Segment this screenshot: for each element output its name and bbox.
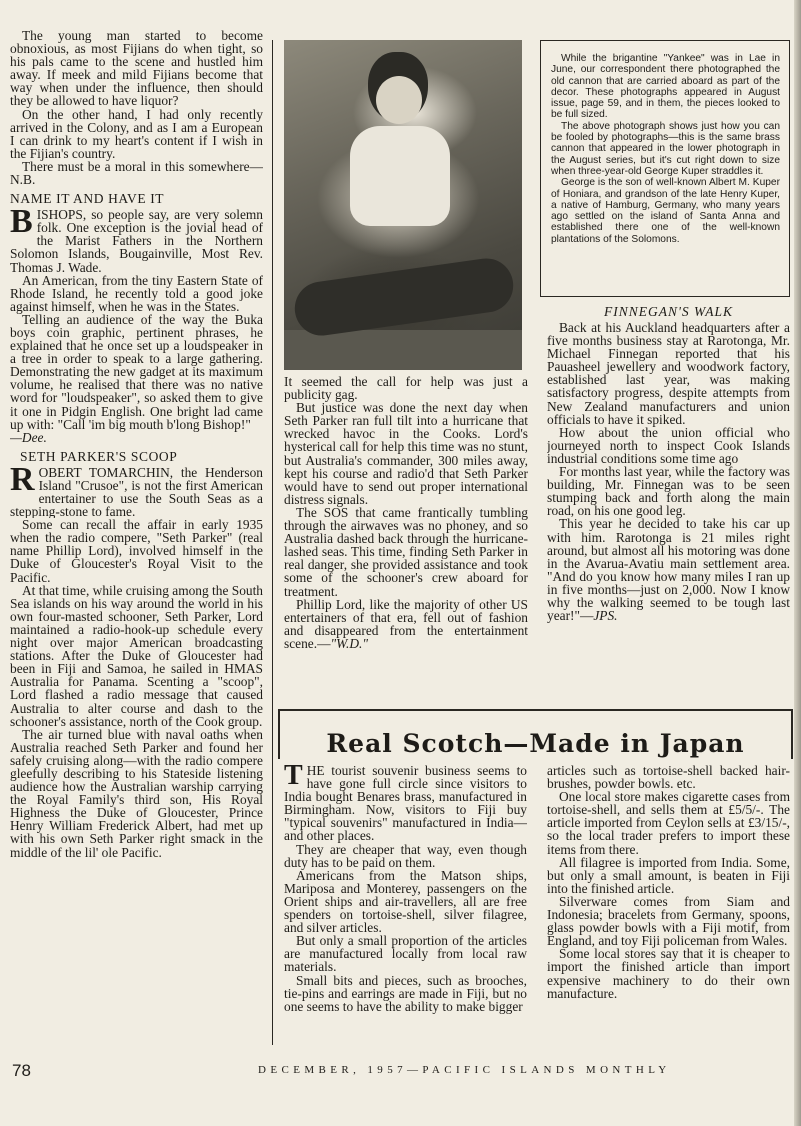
scotch-lead [284,764,527,843]
photo-child-body [350,126,450,226]
drop-cap-t: T [284,764,303,791]
section-heading-finnegan: FINNEGAN'S WALK [603,304,734,319]
name-it-para-3: Telling an audience of the way the Buka boys coin graphic, pertinent phrases, he explained that he once set up a loudspeaker in a tree in order to speak to a large gathering. Demonstrating the new gadget at its maximum volume, he realised that there was no native word for "loudspeaker", so asked them to give it one in Pidgin English. One bright lad came up with: "Call 'im big mouth b'long Bishop!" [10,311,263,432]
seth-para-2: Some can recall the affair in early 1935 when the radio compere, "Seth Parker" (real name Phillip Lord), involved himself in the Duke of Gloucester's Royal Visit to the Pacific. [10,517,263,585]
drop-cap-b: B [10,208,33,241]
page-footer [0,1061,801,1085]
column-left [10,29,263,1057]
finnegan-para-1: Back at his Auckland headquarters after a five months business stay at Rarotonga, Mr. Michael Finnegan reported that his Pauasheel jewellery and woodwork factory, established last year, was making satisfactory progress, despite attempts from New Zealand manufacturers and union officials to have it spiked. [547,320,790,427]
name-it-lead [10,208,263,273]
finnegan-para-4: This year he decided to take his car up with him. Rarotonga is 21 miles right around, but almost all his motoring was done in the Avarua-Avatiu main settlement area. "And do you know how many miles I ran up in five months—just on 2,000. Now I know why the walking seemed to be tough last year!"—JPS. [547,516,790,624]
scotch-right-para-4: Silverware comes from Siam and Indonesia; bracelets from Germany, spoons, glass powder bowls with a Fiji motif, from England, and toy Fiji policeman from Wales. [547,893,790,949]
scotch-rule-left [278,709,280,759]
page-edge [794,0,801,1126]
col2-para-3: The SOS that came frantically tumbling through the airwaves was no phoney, and so Australia dashed back through the hurricane-lashed seas. This time, finding Seth Parker in real danger, she provided assistance and took some of the schooner's crew aboard for treatment. [284,504,528,599]
scotch-right-para-3: All filagree is imported from India. Some, but only a small amount, is beaten in Fiji into the finished article. [547,854,790,896]
column-right [547,303,790,703]
cannon-photo [284,40,522,370]
seth-para-4: The air turned blue with naval oaths when Australia reached Seth Parker and found her safely cruising along—with the radio compere gleefully describing to his Stateside listening audience how the Australian warship carrying the Royal Family's third son, His Royal Highness the Duke of Gloucester, Prince Henry William Frederick Albert, had met up with his own Seth Parker right smack in the middle of the lil' ole Pacific. [10,726,263,860]
intro-para-1: The young man started to become obnoxious, as most Fijians do when tight, so his pals came to the scene and hustled him away. If meek and mild Fijians become that way when under the influence, then should they be allowed to have liquor? [10,29,263,109]
seth-lead [10,466,263,518]
scotch-left-para-4: Small bits and pieces, such as brooches, tie-pins and earrings are made in Fiji, but no one seems to have the ability to make bigger [284,972,527,1014]
masthead: DECEMBER, 1957—PACIFIC ISLANDS MONTHLY [258,1064,671,1076]
scotch-column-right [547,764,790,1054]
finnegan-para-2: How about the union official who journeyed north to inspect Cook Islands industrial conditions some time ago [547,424,790,466]
col2-para-2: But justice was done the next day when Seth Parker ran full tilt into a hurricane that wrecked havoc in the Cooks. Lord's hysterical call for help this time was no stunt, but Australia's commander, 300 miles away, kept his course and radio'd that Seth Parker would have to send out proper international distress signals. [284,400,528,507]
intro-para-3: There must be a moral in this somewhere—N.B. [10,158,263,188]
note-para-1: While the brigantine "Yankee" was in Lae in June, our correspondent there photographed the old cannon that are carried aboard as part of the decor. These photographs appeared in August issue, page 59, and in them, the pieces looked to be full sized. [551,53,780,121]
scotch-right-para-2: One local store makes cigarette cases from tortoise-shell, and sells them at £5/5/-. The article imported from Ceylon sells at £3/15/-, so the local trader prefers to import these items from there. [547,789,790,857]
finnegan-signature: JPS. [593,608,618,624]
scotch-left-para-2: Americans from the Matson ships, Mariposa and Monterey, passengers on the Orient ships and air-travellers, all are free spenders on tortoise-shell, silver filagree, and silver articles. [284,867,527,936]
section-heading-name-it: NAME IT AND HAVE IT [10,191,165,207]
scotch-column-left [284,764,527,1054]
finnegan-para-3: For months last year, while the factory was building, Mr. Finnegan was to be seen stumping back and forth along the main road, on his one good leg. [547,464,790,519]
scotch-right-para-1: articles such as tortoise-shell backed hair-brushes, powder bowls. etc. [547,764,790,792]
scotch-rule-right [791,709,793,759]
name-it-first-para: ISHOPS, so people say, are very solemn folk. One exception is the jovial head of the Marist Fathers in the Northern Solomon Islands, Bougainville, Most Rev. Thomas J. Wade. [10,208,263,274]
page-number: 78 [12,1061,31,1080]
column-middle [284,375,528,703]
photo-child-face [376,76,422,124]
column-divider-left [272,40,273,1045]
name-it-para-2: An American, from the tiny Eastern State of Rhode Island, he recently told a good joke against himself, when he was in the States. [10,272,263,314]
photo-cannon [291,255,516,339]
scotch-first-para: HE tourist souvenir business seems to have gone full circle since visitors to India bought Benares brass, manufactured in Birmingham. Now, visitors to Fiji buy "typical souvenirs" manufactured in India—and other places. [284,764,527,843]
photo-note-box [540,40,790,297]
section-heading-seth-parker: SETH PARKER'S SCOOP [20,448,178,464]
drop-cap-r: R [10,465,35,498]
scotch-article-title: Real Scotch—Made in Japan [326,729,745,758]
note-para-3: George is the son of well-known Albert M. Kuper of Honiara, and grandson of the late Henry Kuper, a native of Hamburg, Germany, who many years ago settled on the island of Santa Anna and established there one of the well-known plantations of the Solomons. [551,177,780,245]
name-it-signature: —Dee. [10,429,47,445]
scotch-left-para-3: But only a small proportion of the articles are manufactured locally from local raw materials. [284,933,527,975]
seth-first-para: OBERT TOMARCHIN, the Henderson Island "Crusoe", is not the first American entertainer to use the South Seas as a stepping-stone to fame. [10,465,263,519]
scotch-right-para-5: Some local stores say that it is cheaper to import the finished article than import expensive machinery to do their own manufacture. [547,946,790,1001]
note-para-2: The above photograph shows just how you can be fooled by photographs—this is the same brass cannon that appeared in the lower photograph in the August series, but it's cut right down to size when three-year-old George Kuper straddles it. [551,120,780,177]
scotch-rule-top [278,709,793,711]
intro-para-2: On the other hand, I had only recently arrived in the Colony, and as I am a European I can drink to my heart's content if I wish in the Fijian's country. [10,106,263,161]
photo-ground [284,330,522,370]
scotch-left-para-1: They are cheaper that way, even though duty has to be paid on them. [284,841,527,870]
col2-para-1: It seemed the call for help was just a publicity gag. [284,375,528,403]
seth-para-3: At that time, while cruising among the South Sea islands on his way around the world in his own four-masted schooner, Seth Parker, Lord maintained a radio-hook-up schedule every night over major American broadcasting stations. After the Duke of Gloucester had been in Fiji and Samoa, he sailed in HMAS Australia for Panama. Scenting a "scoop", Lord flashed a radio message that caused Australia to alter course and dash to the schooner's assistance, north of the Cook group. [10,582,263,729]
col2-para-4: Phillip Lord, like the majority of other US entertainers of that era, fell out of fashion and disappeared from the entertainment scene.—"W.D." [284,596,528,651]
col2-signature: "W.D." [330,635,369,651]
